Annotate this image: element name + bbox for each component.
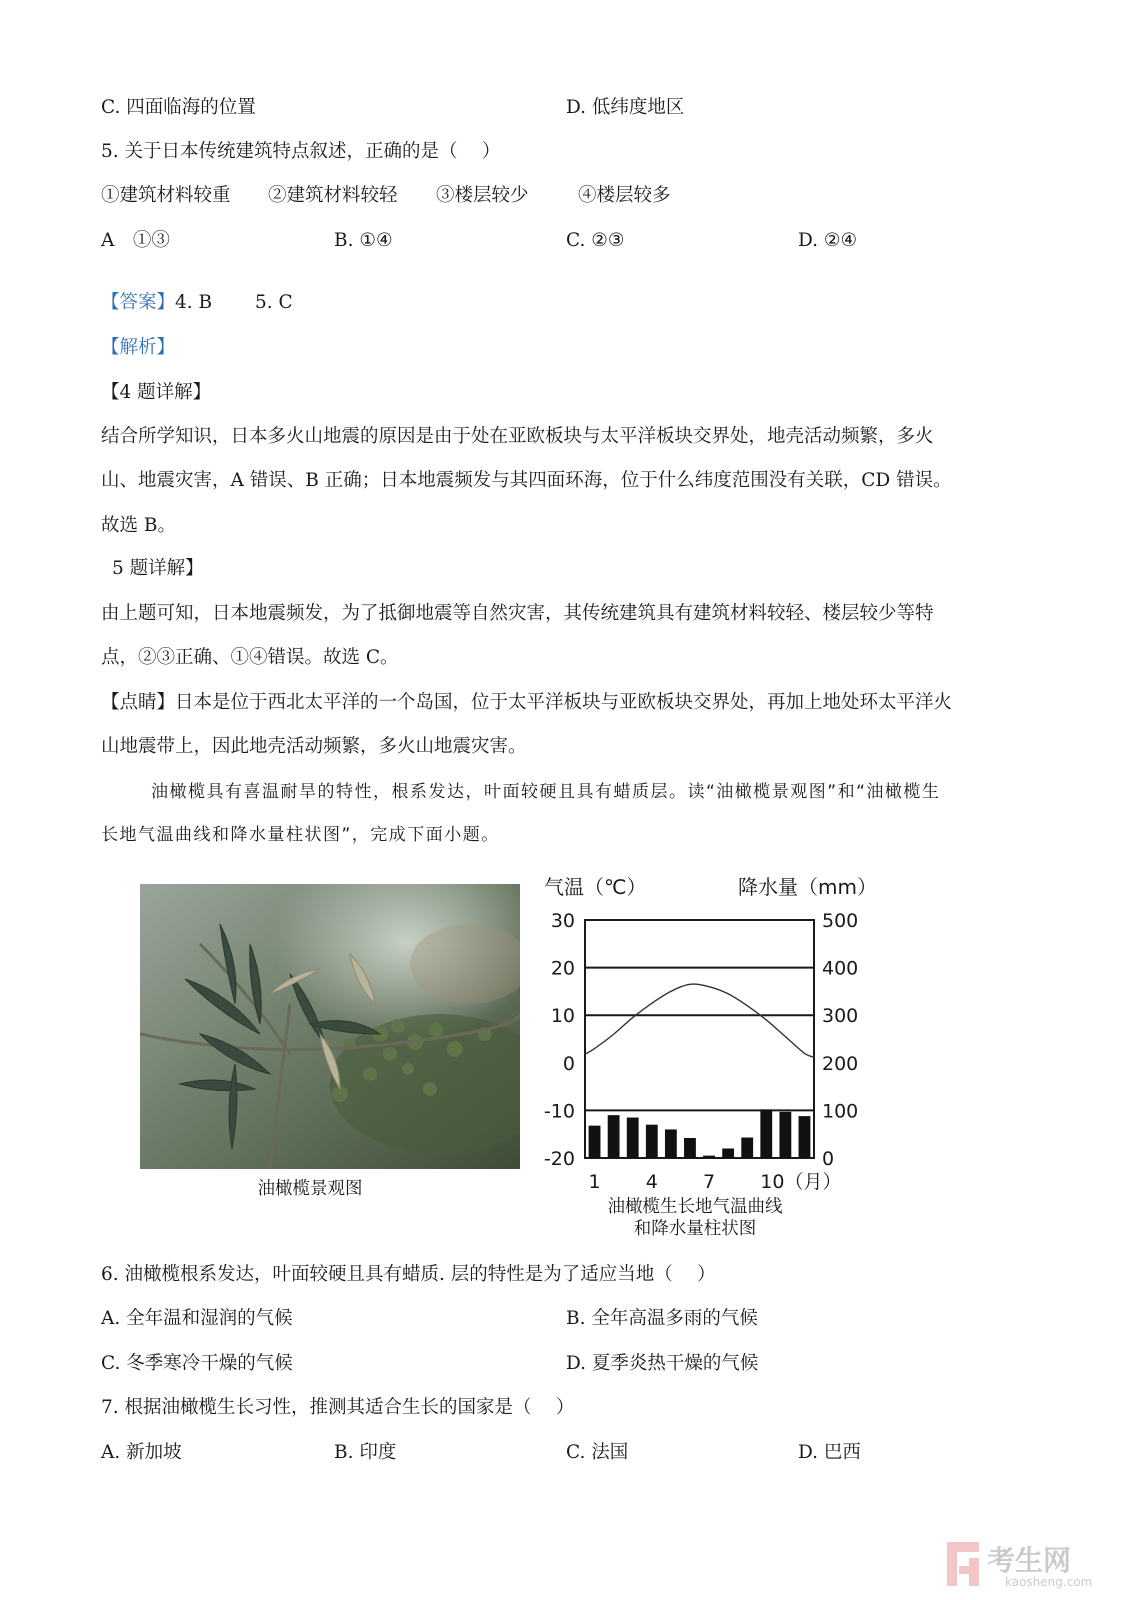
temp-tick-label: 0	[562, 1052, 575, 1075]
watermark-url: kaosheng.com	[1005, 1575, 1093, 1589]
gridlines	[585, 968, 814, 1111]
month-tick-label: 4	[645, 1171, 658, 1193]
q6-option-c: C. 冬季寒冷干燥的气候	[101, 1353, 293, 1374]
detail5-line-2: 点，②③正确、①④错误。故选 C。	[101, 647, 399, 668]
detail4-line-2: 山、地震灾害，A 错误、B 正确；日本地震频发与其四面环海，位于什么纬度范围没有关联，CD 错误。	[101, 470, 952, 491]
q5-item-3: ③楼层较少	[436, 185, 529, 206]
detail5-line-1: 由上题可知，日本地震频发，为了抵御地震等自然灾害，其传统建筑具有建筑材料较轻、楼层较少等特	[101, 603, 934, 624]
precip-bar	[741, 1138, 753, 1158]
precip-bar	[665, 1129, 677, 1158]
q7-stem: 7. 根据油橄榄生长习性，推测其适合生长的国家是（ ）	[101, 1397, 575, 1418]
answer-line	[101, 290, 293, 316]
kaosheng-watermark-logo	[945, 1536, 1105, 1592]
q7-option-d: D. 巴西	[798, 1442, 861, 1463]
q5-item-2: ②建筑材料较轻	[268, 185, 398, 206]
climate-chart	[540, 868, 880, 1198]
precip-bar	[703, 1156, 715, 1158]
month-tick-label: 10（月）	[760, 1171, 842, 1193]
q6-option-b: B. 全年高温多雨的气候	[566, 1308, 758, 1329]
temp-tick-label: 30	[550, 910, 575, 932]
precip-tick-label: 300	[822, 1005, 859, 1028]
temp-tick-label: 10	[550, 1005, 575, 1028]
q6-option-d: D. 夏季炎热干燥的气候	[566, 1353, 759, 1374]
answer-tag: 【答案】	[101, 292, 176, 313]
detail5-title: 5 题详解】	[112, 558, 204, 579]
precip-bar	[646, 1125, 658, 1158]
precip-bar	[799, 1116, 811, 1158]
detail4-line-3: 故选 B。	[101, 515, 176, 536]
chart-caption-line-1: 油橄榄生长地气温曲线	[607, 1197, 783, 1217]
analysis-tag: 【解析】	[101, 337, 176, 358]
precip-tick-label: 400	[822, 957, 859, 980]
detail4-line-1: 结合所学知识，日本多火山地震的原因是由于处在亚欧板块与太平洋板块交界处，地壳活动频繁，多火	[101, 426, 934, 447]
precip-axis-label: 降水量（mm）	[738, 875, 877, 899]
q5-item-4: ④楼层较多	[578, 185, 671, 206]
q4-option-d: D. 低纬度地区	[566, 97, 685, 118]
q5-option-a: A ①③	[101, 230, 170, 251]
precip-bar	[684, 1138, 696, 1158]
intro-line-2: 长地气温曲线和降水量柱状图”，完成下面小题。	[101, 825, 500, 845]
precip-tick-label: 500	[822, 910, 859, 932]
month-tick-label: 7	[703, 1171, 716, 1193]
month-tick-label: 1	[588, 1171, 601, 1193]
temp-tick-label: -20	[543, 1148, 575, 1170]
temperature-curve	[585, 984, 814, 1057]
q6-stem: 6. 油橄榄根系发达，叶面较硬且具有蜡质. 层的特性是为了适应当地（ ）	[101, 1264, 716, 1285]
precip-bar	[627, 1118, 639, 1158]
q7-option-a: A. 新加坡	[101, 1442, 182, 1463]
precip-axis-ticks	[822, 910, 858, 1170]
q7-option-b: B. 印度	[334, 1442, 397, 1463]
precip-bar	[589, 1126, 601, 1158]
temp-axis-ticks	[544, 910, 575, 1170]
q7-option-c: C. 法国	[566, 1442, 629, 1463]
month-axis-ticks	[589, 1171, 842, 1193]
q5-option-c: C. ②③	[566, 230, 625, 251]
q5-option-b: B. ①④	[334, 230, 393, 251]
q5-stem: 5. 关于日本传统建筑特点叙述，正确的是（ ）	[101, 141, 501, 162]
temp-axis-label: 气温（℃）	[544, 875, 647, 899]
q4-option-c: C. 四面临海的位置	[101, 97, 256, 118]
precip-bar	[779, 1112, 791, 1158]
comment-line-1: 【点睛】日本是位于西北太平洋的一个岛国，位于太平洋板块与亚欧板块交界处，再加上地处环太平洋火	[101, 692, 953, 713]
precip-tick-label: 100	[822, 1100, 859, 1123]
precip-bars	[589, 1109, 811, 1158]
precip-bar	[608, 1115, 620, 1158]
olive-photo	[140, 884, 520, 1169]
chart-caption-line-2: 和降水量柱状图	[633, 1219, 757, 1239]
intro-line-1: 油橄榄具有喜温耐旱的特性，根系发达，叶面较硬且具有蜡质层。读“油橄榄景观图”和“油橄榄生	[151, 782, 941, 802]
q6-option-a: A. 全年温和湿润的气候	[101, 1308, 293, 1329]
detail4-title: 【4 题详解】	[101, 382, 212, 403]
temp-tick-label: 20	[550, 957, 575, 980]
temp-tick-label: -10	[543, 1100, 575, 1123]
watermark-brand: 考生网	[987, 1544, 1072, 1577]
photo-caption: 油橄榄景观图	[257, 1179, 363, 1199]
precip-tick-label: 200	[822, 1052, 859, 1075]
comment-line-2: 山地震带上，因此地壳活动频繁，多火山地震灾害。	[101, 736, 527, 757]
precip-tick-label: 0	[822, 1148, 835, 1170]
q5-item-1: ①建筑材料较重	[101, 185, 231, 206]
precip-bar	[722, 1148, 734, 1158]
q5-option-d: D. ②④	[798, 230, 858, 251]
answer-text: 4. B 5. C	[175, 292, 293, 313]
precip-bar	[760, 1109, 772, 1158]
